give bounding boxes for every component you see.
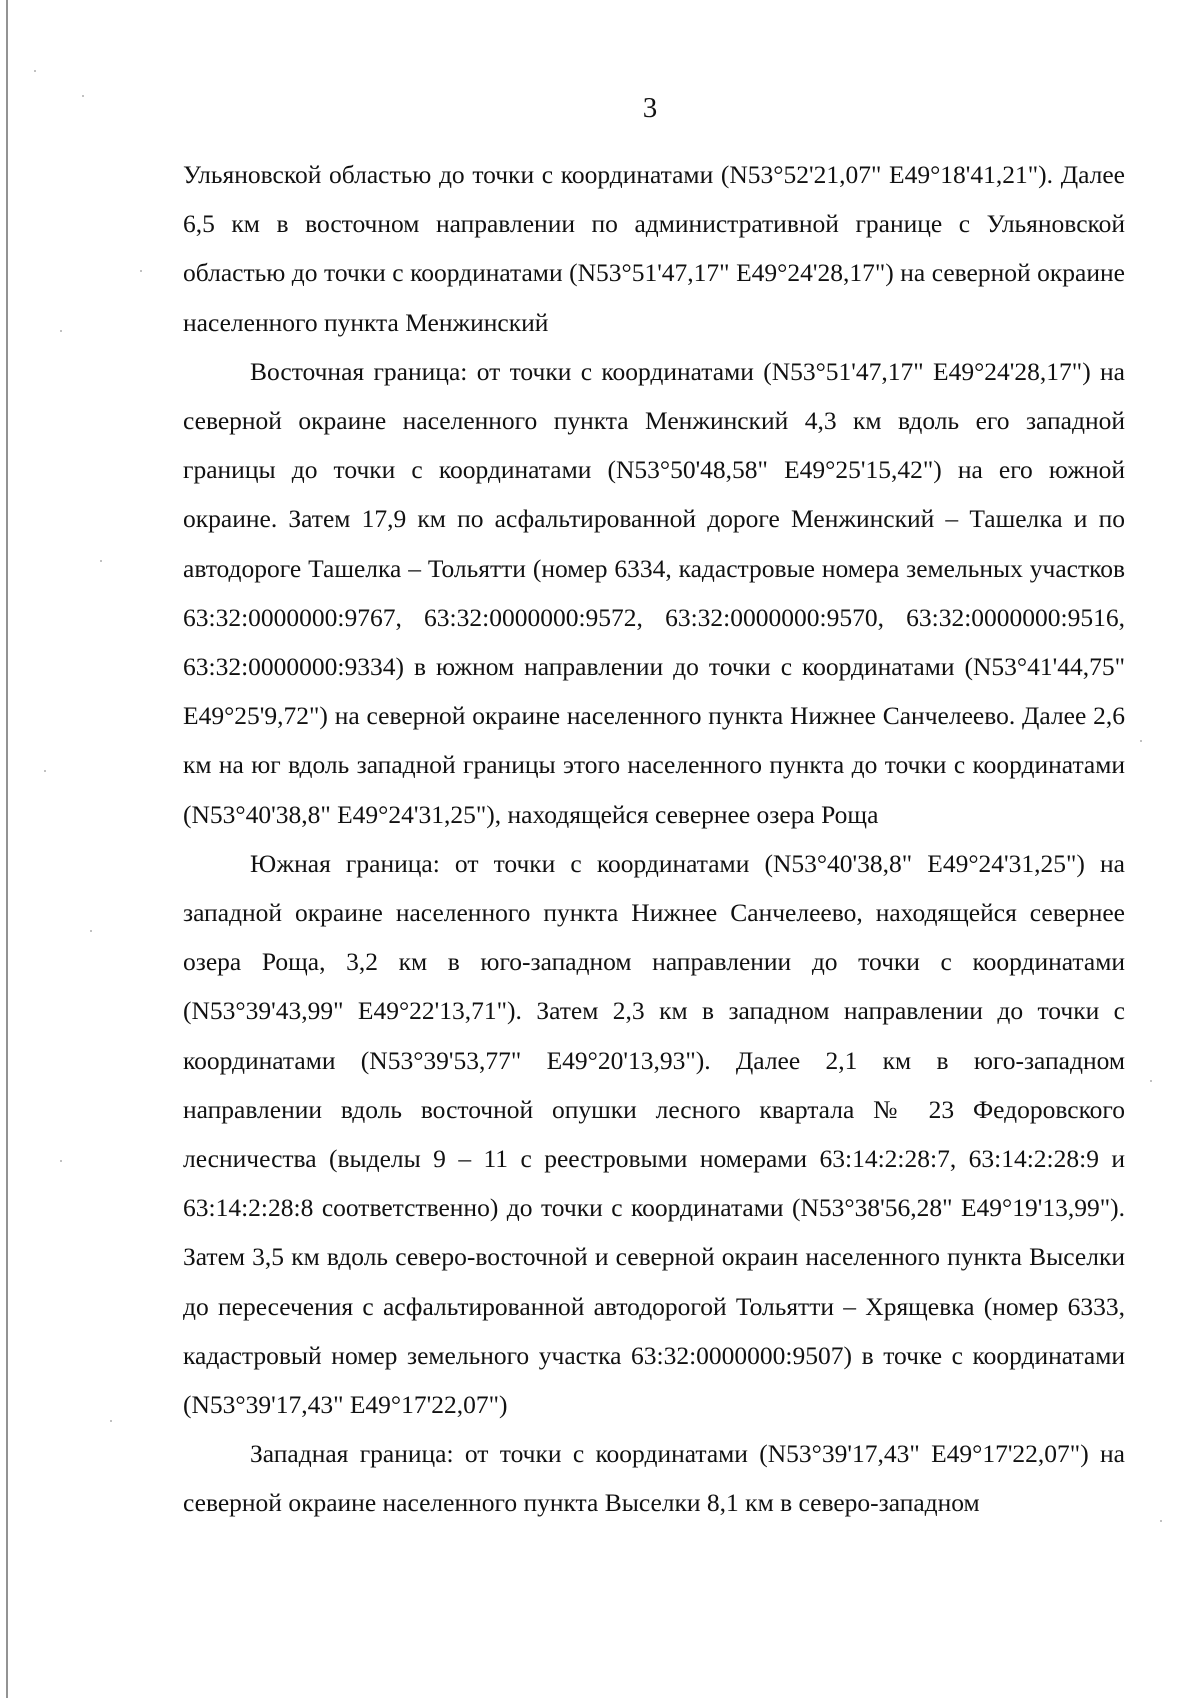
scan-speck — [60, 330, 62, 332]
paragraph-western-border: Западная граница: от точки с координатами (N53°39'17,43" E49°17'22,07") на северной окраине населенного пункта Выселки 8,1 км в северо-западном — [183, 1439, 1125, 1518]
paragraph-southern-border: Южная граница: от точки с координатами (N53°40'38,8" E49°24'31,25") на западной окраине населенного пункта Нижнее Санчелеево, находящейся севернее озера Роща, 3,2 км в юго-западном направлении до точки с координатами (N53°39'43,99" E49°22'13,71"). Затем 2,3 км в западном направлении до точки с координатами (N53°39'53,77" E49°20'13,93"). Далее 2,1 км в юго-западном направлении вдоль восточной опушки лесного квартала № 23 Федоровского лесничества (выделы 9 – 11 с реестровыми номерами 63:14:2:28:7, 63:14:2:28:9 и 63:14:2:28:8 соответственно) до точки с координатами (N53°38'56,28" E49°19'13,99"). Затем 3,5 км вдоль северо-восточной и северной окраин населенного пункта Выселки до пересечения с асфальтированной автодорогой Тольятти – Хрящевка (номер 6333, кадастровый номер земельного участка 63:32:0000000:9507) в точке с координатами (N53°39'17,43" E49°17'22,07") — [183, 848, 1125, 1420]
scan-speck — [44, 770, 46, 772]
scan-speck — [110, 1420, 112, 1422]
scan-speck — [1160, 1520, 1162, 1522]
page-number: 3 — [642, 92, 658, 124]
paragraph-northern-continuation: Ульяновской областью до точки с координатами (N53°52'21,07" E49°18'41,21"). Далее 6,5 км в восточном направлении по административной границе с Ульяновской областью до точки с координатами (N53°51'47,17" E49°24'28,17") на северной окраине населенного пункта Менжинский — [183, 160, 1125, 337]
scan-speck — [90, 930, 92, 932]
scan-speck — [1140, 740, 1142, 742]
scan-speck — [140, 270, 142, 272]
scan-edge-line — [6, 0, 8, 1698]
scan-speck — [34, 70, 36, 72]
scan-speck — [100, 560, 102, 562]
scan-speck — [60, 1160, 62, 1162]
document-body — [183, 150, 1125, 1528]
scan-speck — [1150, 1080, 1152, 1082]
paragraph-eastern-border: Восточная граница: от точки с координатами (N53°51'47,17" E49°24'28,17") на северной окраине населенного пункта Менжинский 4,3 км вдоль его западной границы до точки с координатами (N53°50'48,58" E49°25'15,42") на его южной окраине. Затем 17,9 км по асфальтированной дороге Менжинский – Ташелка и по автодороге Ташелка – Тольятти (номер 6334, кадастровые номера земельных участков 63:32:0000000:9767, 63:32:0000000:9572, 63:32:0000000:9570, 63:32:0000000:9516, 63:32:0000000:9334) в южном направлении до точки с координатами (N53°41'44,75" E49°25'9,72") на северной окраине населенного пункта Нижнее Санчелеево. Далее 2,6 км на юг вдоль западной границы этого населенного пункта до точки с координатами (N53°40'38,8" E49°24'31,25"), находящейся севернее озера Роща — [183, 356, 1125, 829]
scan-speck — [82, 95, 84, 97]
